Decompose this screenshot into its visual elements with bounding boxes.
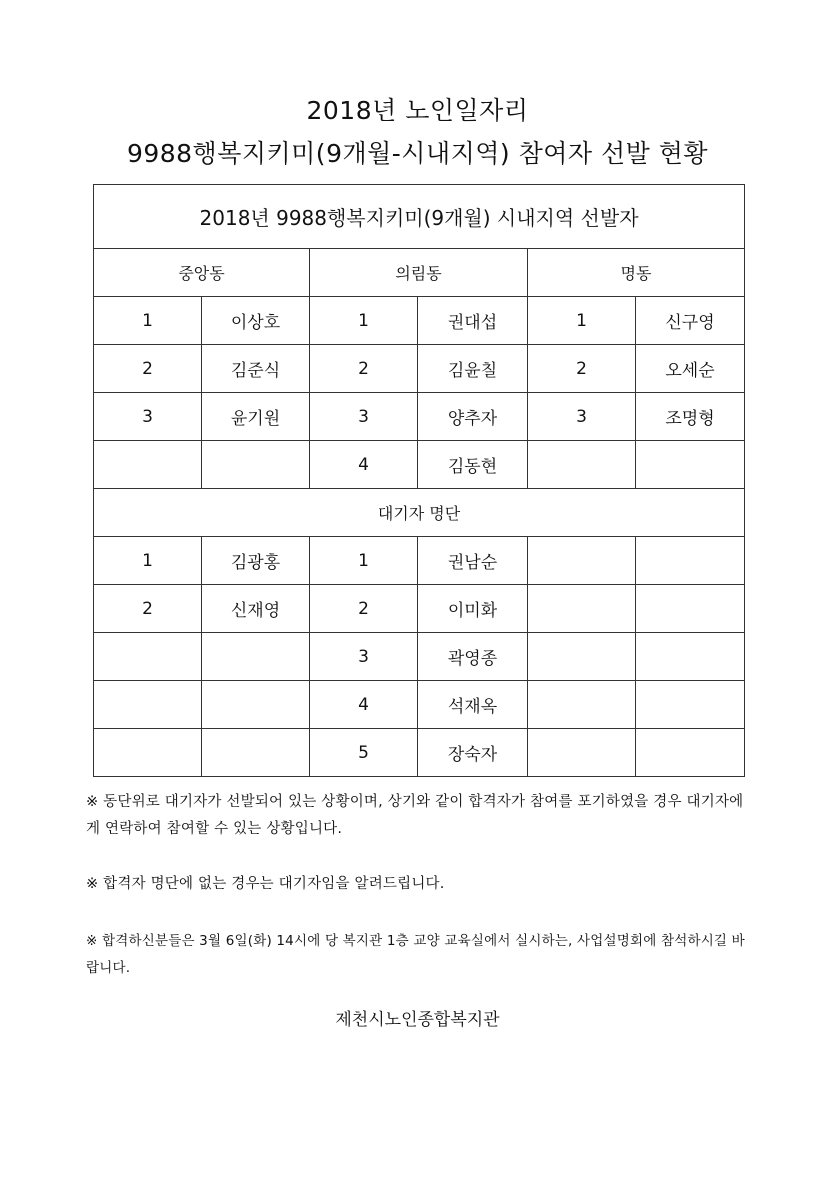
cell (94, 681, 202, 729)
cell: 이상호 (202, 297, 310, 345)
cell (528, 441, 636, 489)
cell (528, 537, 636, 585)
cell (94, 441, 202, 489)
document-title-line1: 2018년 노인일자리 (306, 96, 529, 125)
cell (636, 441, 745, 489)
cell: 3 (528, 393, 636, 441)
table-row (94, 681, 745, 729)
district-row (94, 249, 745, 297)
cell (636, 633, 745, 681)
cell: 권남순 (418, 537, 528, 585)
cell (636, 729, 745, 777)
cell: 김윤칠 (418, 345, 528, 393)
note-briefing-session: ※ 합격하신분들은 3월 6일(화) 14시에 당 복지관 1층 교양 교육실에서 실시하는, 사업설명회에 참석하시길 바랍니다. (86, 933, 745, 976)
table-row (94, 345, 745, 393)
selection-table (93, 184, 745, 777)
cell: 오세순 (636, 345, 745, 393)
table-row (94, 537, 745, 585)
note-waitlist-info: ※ 동단위로 대기자가 선발되어 있는 상황이며, 상기와 같이 합격자가 참여를 포기하였을 경우 대기자에게 연락하여 참여할 수 있는 상황입니다. (86, 794, 744, 837)
organization-name: 제천시노인종합복지관 (335, 1010, 500, 1030)
cell: 2 (310, 345, 418, 393)
table-row (94, 441, 745, 489)
cell: 장숙자 (418, 729, 528, 777)
note-not-listed: ※ 합격자 명단에 없는 경우는 대기자임을 알려드립니다. (86, 876, 445, 892)
cell: 3 (310, 633, 418, 681)
cell: 1 (528, 297, 636, 345)
cell (636, 681, 745, 729)
cell: 3 (94, 393, 202, 441)
cell (94, 729, 202, 777)
cell: 양추자 (418, 393, 528, 441)
cell (528, 681, 636, 729)
district-uirim: 의림동 (310, 249, 528, 297)
cell (528, 585, 636, 633)
cell: 1 (310, 537, 418, 585)
table-row (94, 297, 745, 345)
cell (202, 681, 310, 729)
cell: 1 (310, 297, 418, 345)
cell: 5 (310, 729, 418, 777)
cell (528, 633, 636, 681)
cell: 3 (310, 393, 418, 441)
cell: 2 (310, 585, 418, 633)
cell (202, 441, 310, 489)
waitlist-header: 대기자 명단 (94, 489, 745, 537)
cell: 석재옥 (418, 681, 528, 729)
district-myeong: 명동 (528, 249, 745, 297)
cell: 조명형 (636, 393, 745, 441)
table-header-row (94, 185, 745, 249)
cell (202, 729, 310, 777)
cell: 4 (310, 441, 418, 489)
cell: 1 (94, 297, 202, 345)
district-jungang: 중앙동 (94, 249, 310, 297)
cell: 2 (528, 345, 636, 393)
cell: 김동현 (418, 441, 528, 489)
table-header: 2018년 9988행복지키미(9개월) 시내지역 선발자 (94, 185, 745, 249)
cell: 4 (310, 681, 418, 729)
cell (636, 585, 745, 633)
cell (94, 633, 202, 681)
table-row (94, 729, 745, 777)
cell: 2 (94, 585, 202, 633)
cell (202, 633, 310, 681)
cell (528, 729, 636, 777)
cell: 1 (94, 537, 202, 585)
table-row (94, 585, 745, 633)
cell (636, 537, 745, 585)
cell: 신구영 (636, 297, 745, 345)
cell: 2 (94, 345, 202, 393)
cell: 권대섭 (418, 297, 528, 345)
cell: 윤기원 (202, 393, 310, 441)
cell: 곽영종 (418, 633, 528, 681)
waitlist-header-row (94, 489, 745, 537)
table-row (94, 393, 745, 441)
cell: 김준식 (202, 345, 310, 393)
cell: 신재영 (202, 585, 310, 633)
cell: 김광홍 (202, 537, 310, 585)
document-title-line2: 9988행복지키미(9개월-시내지역) 참여자 선발 현황 (126, 139, 709, 168)
cell: 이미화 (418, 585, 528, 633)
table-row (94, 633, 745, 681)
